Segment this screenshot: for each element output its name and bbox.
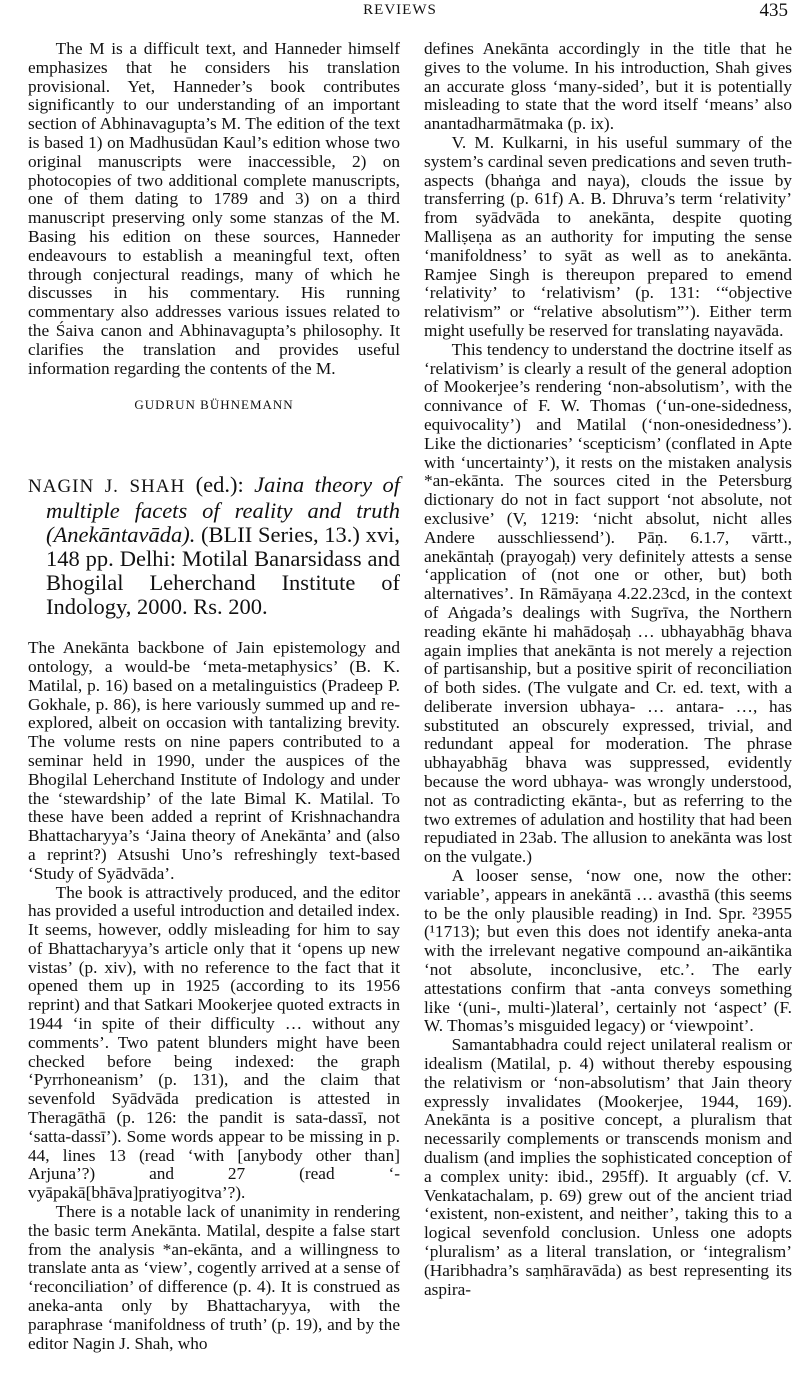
review-paragraph-3-continued: defines Anekānta accordingly in the title that he gives to the volume. In his introduction, Shah gives an accurate gloss ‘many-sided’, but it is potentially misleading to state that the word itself ‘means’ also anantadharmātmaka (p. ix). bbox=[424, 39, 792, 134]
book-heading bbox=[28, 473, 400, 619]
review-paragraph-1: The Anekānta backbone of Jain epistemology and ontology, a would-be ‘meta-metaphysics’ (B. K. Matilal, p. 16) based on a metalinguistics (Pradeep P. Gokhale, p. 86), is here variously summed up and re-explored, albeit on occasion with tantalizing brevity. The volume rests on nine papers contributed to a seminar held in 1990, under the auspices of the Bhogilal Leherchand Institute of Indology and under the ‘stewardship’ of the late Bimal K. Matilal. To these have been added a reprint of Krishnachandra Bhattacharyya’s ‘Jaina theory of Anekānta’ and (also a reprint?) Atsushi Uno’s refreshingly text-based ‘Study of Syādvāda’. bbox=[28, 638, 400, 883]
review-paragraph-4: V. M. Kulkarni, in his useful summary of the system’s cardinal seven predications and seven truth-aspects (bhaṅga and naya), clouds the issue by transferring (p. 61f) A. B. Dhruva’s term ‘relativity’ from syādvāda to anekānta, despite quoting Malliṣeṇa as an authority for imputing the sense ‘manifoldness’ to syāt as well as to anekānta. Ramjee Singh is thereupon prepared to emend ‘relativity’ to ‘relativism’ (p. 131: ‘“objective relativism” or “relative absolutism”’). Either term might usefully be reserved for translating nayavāda. bbox=[424, 132, 792, 340]
right-column bbox=[424, 40, 792, 1299]
running-head: REVIEWS bbox=[363, 2, 437, 18]
review-paragraph-5: This tendency to understand the doctrine itself as ‘relativism’ is clearly a result of the general adoption of Mookerjee’s rendering ‘non-absolutism’, with the connivance of F. W. Thomas (‘un-one-sidedness, equivocality’) and Matilal (‘non-onesidedness’). Like the dictionaries’ ‘scepticism’ (conflated in Apte with ‘uncertainty’), it rests on the mistaken analysis *an-ekānta. The sources cited in the Petersburg dictionary do not in fact support ‘not absolute, not exclusive’ (V, 1219: ‘nicht absolut, nicht alles Andere ausschliessend’). Pāṇ. 6.1.7, vārtt., anekāntaḥ (prayogaḥ) very definitely attests a sense ‘application of (not one or other, but) both alternatives’. In Rāmāyaṇa 4.22.23cd, in the context of Aṅgada’s dealings with Sugrīva, the Northern reading ekānte hi mahādoṣaḥ … ubhayabhāg bhava again implies that anekānta is not merely a rejection of partisanship, but a positive spirit of reconciliation of both sides. (The vulgate and Cr. ed. text, with a deliberate inversion ubhaya- … antara- …, has substituted an obscurely expressed, trivial, and redundant appeal for moderation. The phrase ubhayabhāg bhava was suppressed, evidently because the word ubhaya- was wrongly understood, not as contradicting ekānta-, but as referring to the two extremes of adulation and hostility that had been repudiated in 23ab. The allusion to anekānta was lost on the vulgate.) bbox=[424, 339, 792, 867]
book-editor-note: (ed.): bbox=[185, 472, 255, 498]
review-paragraph-3: There is a notable lack of unanimity in rendering the basic term Anekānta. Matilal, despite a false start from the analysis *an-ekānta, and a willingness to translate anta as ‘view’, cogently arrived at a sense of ‘reconciliation’ of difference (p. 4). It is construed as aneka-anta only by Bhattacharyya, with the paraphrase ‘manifoldness of truth’ (p. 19), and by the editor Nagin J. Shah, who bbox=[28, 1202, 400, 1353]
book-details: (BLII Series, 13.) xvi, 148 pp. Delhi: Motilal Banarsidass and Bhogilal Leherchand Institute of Indology, 2000. Rs. 200. bbox=[46, 522, 400, 620]
previous-review-paragraph: The M is a difficult text, and Hanneder himself emphasizes that he considers his translation provisional. Yet, Hanneder’s book contributes significantly to our understanding of an important section of Abhinavagupta’s M. The edition of the text is based 1) on Madhusūdan Kaul’s edition whose two original manuscripts were inaccessible, 2) on photocopies of two additional complete manuscripts, one of them dating to 1789 and 3) on a third manuscript preserving only some stanzas of the M. Basing his edition on these sources, Hanneder endeavours to establish a meaningful text, often through conjectural readings, many of which he discusses in his commentary. His running commentary also addresses various issues related to the Śaiva canon and Abhinavagupta’s philosophy. It clarifies the translation and provides useful information regarding the contents of the M. bbox=[28, 39, 400, 378]
reviewer-name: GUDRUN BÜHNEMANN bbox=[134, 397, 294, 413]
page-number: 435 bbox=[759, 0, 788, 21]
review-paragraph-7: Samantabhadra could reject unilateral realism or idealism (Matilal, p. 4) without thereby espousing the relativism or ‘non-absolutism’ that Jain theory expressly invalidates (Mookerjee, 1944, 169). Anekānta is a positive concept, a pluralism that necessarily complements or transcends monism and dualism (and implies the sophisticated conception of a complex unity: ibid., 295ff). It arguably (cf. V. Venkatachalam, p. 69) grew out of the ancient triad ‘existent, non-existent, and neither’, taking this to a logical sevenfold conclusion. Unless one adopts ‘pluralism’ as a literal translation, or ‘integralism’ (Haribhadra’s saṃhāravāda) as best representing its aspira- bbox=[424, 1035, 792, 1299]
review-paragraph-2: The book is attractively produced, and the editor has provided a useful introduction and detailed index. It seems, however, oddly misleading for him to say of Bhattacharyya’s article only that it ‘opens up new vistas’ (p. xiv), with no reference to the fact that it opened them up in 1925 (according to its 1956 reprint) and that Satkari Mookerjee quoted extracts in 1944 ‘in spite of their difficulty … without any comments’. Two patent blunders might have been checked before being indexed: the graph ‘Pyrrhoneanism’ (p. 131), and the claim that sevenfold Syādvāda predication is attested in Theragāthā (p. 126: the pandit is sata-dassī, not ‘satta-dassī’). Some words appear to be missing in p. 44, lines 13 (read ‘with [anybody other than] Arjuna’?) and 27 (read ‘-vyāpakā[bhāva]pratiyogitva’?). bbox=[28, 882, 400, 1203]
review-paragraph-6: A looser sense, ‘now one, now the other: variable’, appears in anekāntā … avasthā (this seems to be the only plausible reading) in Ind. Spr. ²3955 (¹1713); but even this does not identify aneka-anta with the irrelevant negative compound an-aikāntika ‘not absolute, inconclusive, etc.’. The early attestations confirm that -anta conveys something like ‘(uni-, multi-)lateral’, certainly not ‘aspect’ (F. W. Thomas’s misguided legacy) or ‘viewpoint’. bbox=[424, 866, 792, 1036]
left-column bbox=[28, 40, 400, 1353]
page-header bbox=[0, 0, 800, 24]
book-title: Jaina theory of multiple facets of reality and truth (Anekāntavāda). bbox=[46, 472, 400, 548]
book-author: NAGIN J. SHAH bbox=[28, 476, 186, 498]
